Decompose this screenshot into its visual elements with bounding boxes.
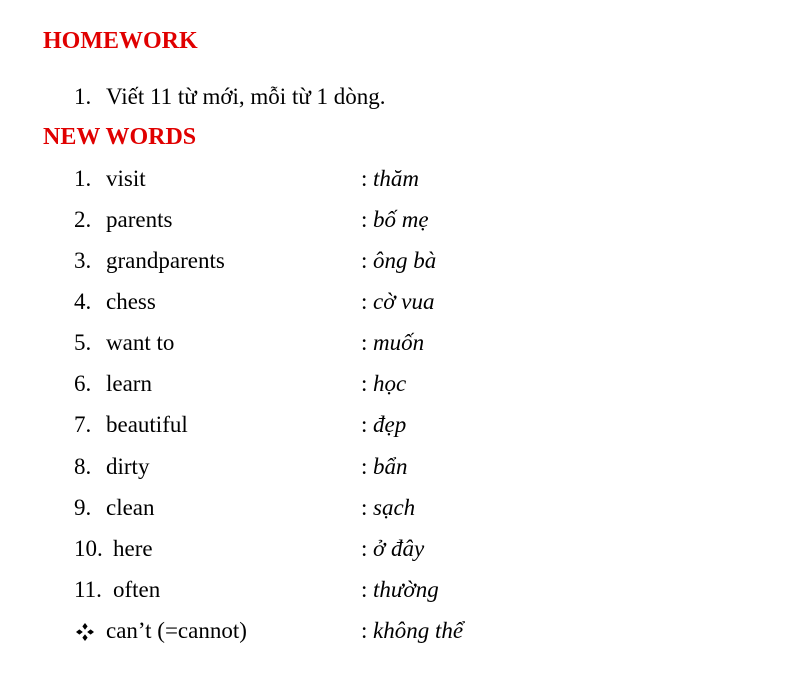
word-row xyxy=(0,575,798,605)
word-row xyxy=(0,164,798,194)
word-separator: : xyxy=(361,495,368,520)
word-row xyxy=(0,410,798,440)
word-separator: : xyxy=(361,577,368,602)
word-row xyxy=(0,287,798,317)
word-separator: : xyxy=(361,618,368,643)
word-row xyxy=(0,452,798,482)
word-row xyxy=(0,328,798,358)
word-term: learn xyxy=(106,371,152,396)
word-term: can’t (=cannot) xyxy=(106,618,247,643)
word-meaning: không thể xyxy=(373,618,464,643)
word-meaning: đẹp xyxy=(373,412,407,437)
homework-item-text: Viết 11 từ mới, mỗi từ 1 dòng. xyxy=(106,84,386,109)
word-number: 9. xyxy=(74,495,92,520)
word-separator: : xyxy=(361,330,368,355)
word-term: want to xyxy=(106,330,175,355)
word-number: 1. xyxy=(74,166,92,191)
word-number: 8. xyxy=(74,454,92,479)
word-meaning: muốn xyxy=(373,330,425,355)
word-separator: : xyxy=(361,166,368,191)
word-meaning: ông bà xyxy=(373,248,437,273)
word-term: dirty xyxy=(106,454,150,479)
word-row xyxy=(0,493,798,523)
word-meaning: học xyxy=(373,371,407,396)
word-meaning: sạch xyxy=(373,495,416,520)
word-row xyxy=(0,534,798,564)
word-number: 3. xyxy=(74,248,92,273)
word-meaning: ở đây xyxy=(373,536,425,561)
word-meaning: cờ vua xyxy=(373,289,435,314)
word-row xyxy=(0,246,798,276)
word-term: often xyxy=(113,577,161,602)
word-number: 5. xyxy=(74,330,92,355)
word-term: chess xyxy=(106,289,156,314)
diamond-bullet-icon xyxy=(76,623,94,641)
word-separator: : xyxy=(361,454,368,479)
word-row-extra xyxy=(0,616,798,646)
word-meaning: bố mẹ xyxy=(373,207,429,232)
word-term: beautiful xyxy=(106,412,188,437)
homework-item-number: 1. xyxy=(74,84,92,109)
word-number: 4. xyxy=(74,289,92,314)
word-term: visit xyxy=(106,166,146,191)
word-number: 2. xyxy=(74,207,92,232)
word-separator: : xyxy=(361,207,368,232)
word-meaning: thăm xyxy=(373,166,419,191)
word-term: parents xyxy=(106,207,173,232)
word-number: 7. xyxy=(74,412,92,437)
word-row xyxy=(0,205,798,235)
word-separator: : xyxy=(361,412,368,437)
word-number: 10. xyxy=(74,536,103,561)
word-term: grandparents xyxy=(106,248,225,273)
word-separator: : xyxy=(361,536,368,561)
word-separator: : xyxy=(361,371,368,396)
word-meaning: thường xyxy=(373,577,439,602)
word-separator: : xyxy=(361,289,368,314)
homework-heading: HOMEWORK xyxy=(43,28,198,54)
new-words-heading: NEW WORDS xyxy=(43,124,197,150)
word-row xyxy=(0,369,798,399)
word-separator: : xyxy=(361,248,368,273)
word-meaning: bẩn xyxy=(373,454,408,479)
word-number: 11. xyxy=(74,577,102,602)
word-term: clean xyxy=(106,495,155,520)
word-number: 6. xyxy=(74,371,92,396)
word-term: here xyxy=(113,536,153,561)
homework-item xyxy=(0,82,798,112)
